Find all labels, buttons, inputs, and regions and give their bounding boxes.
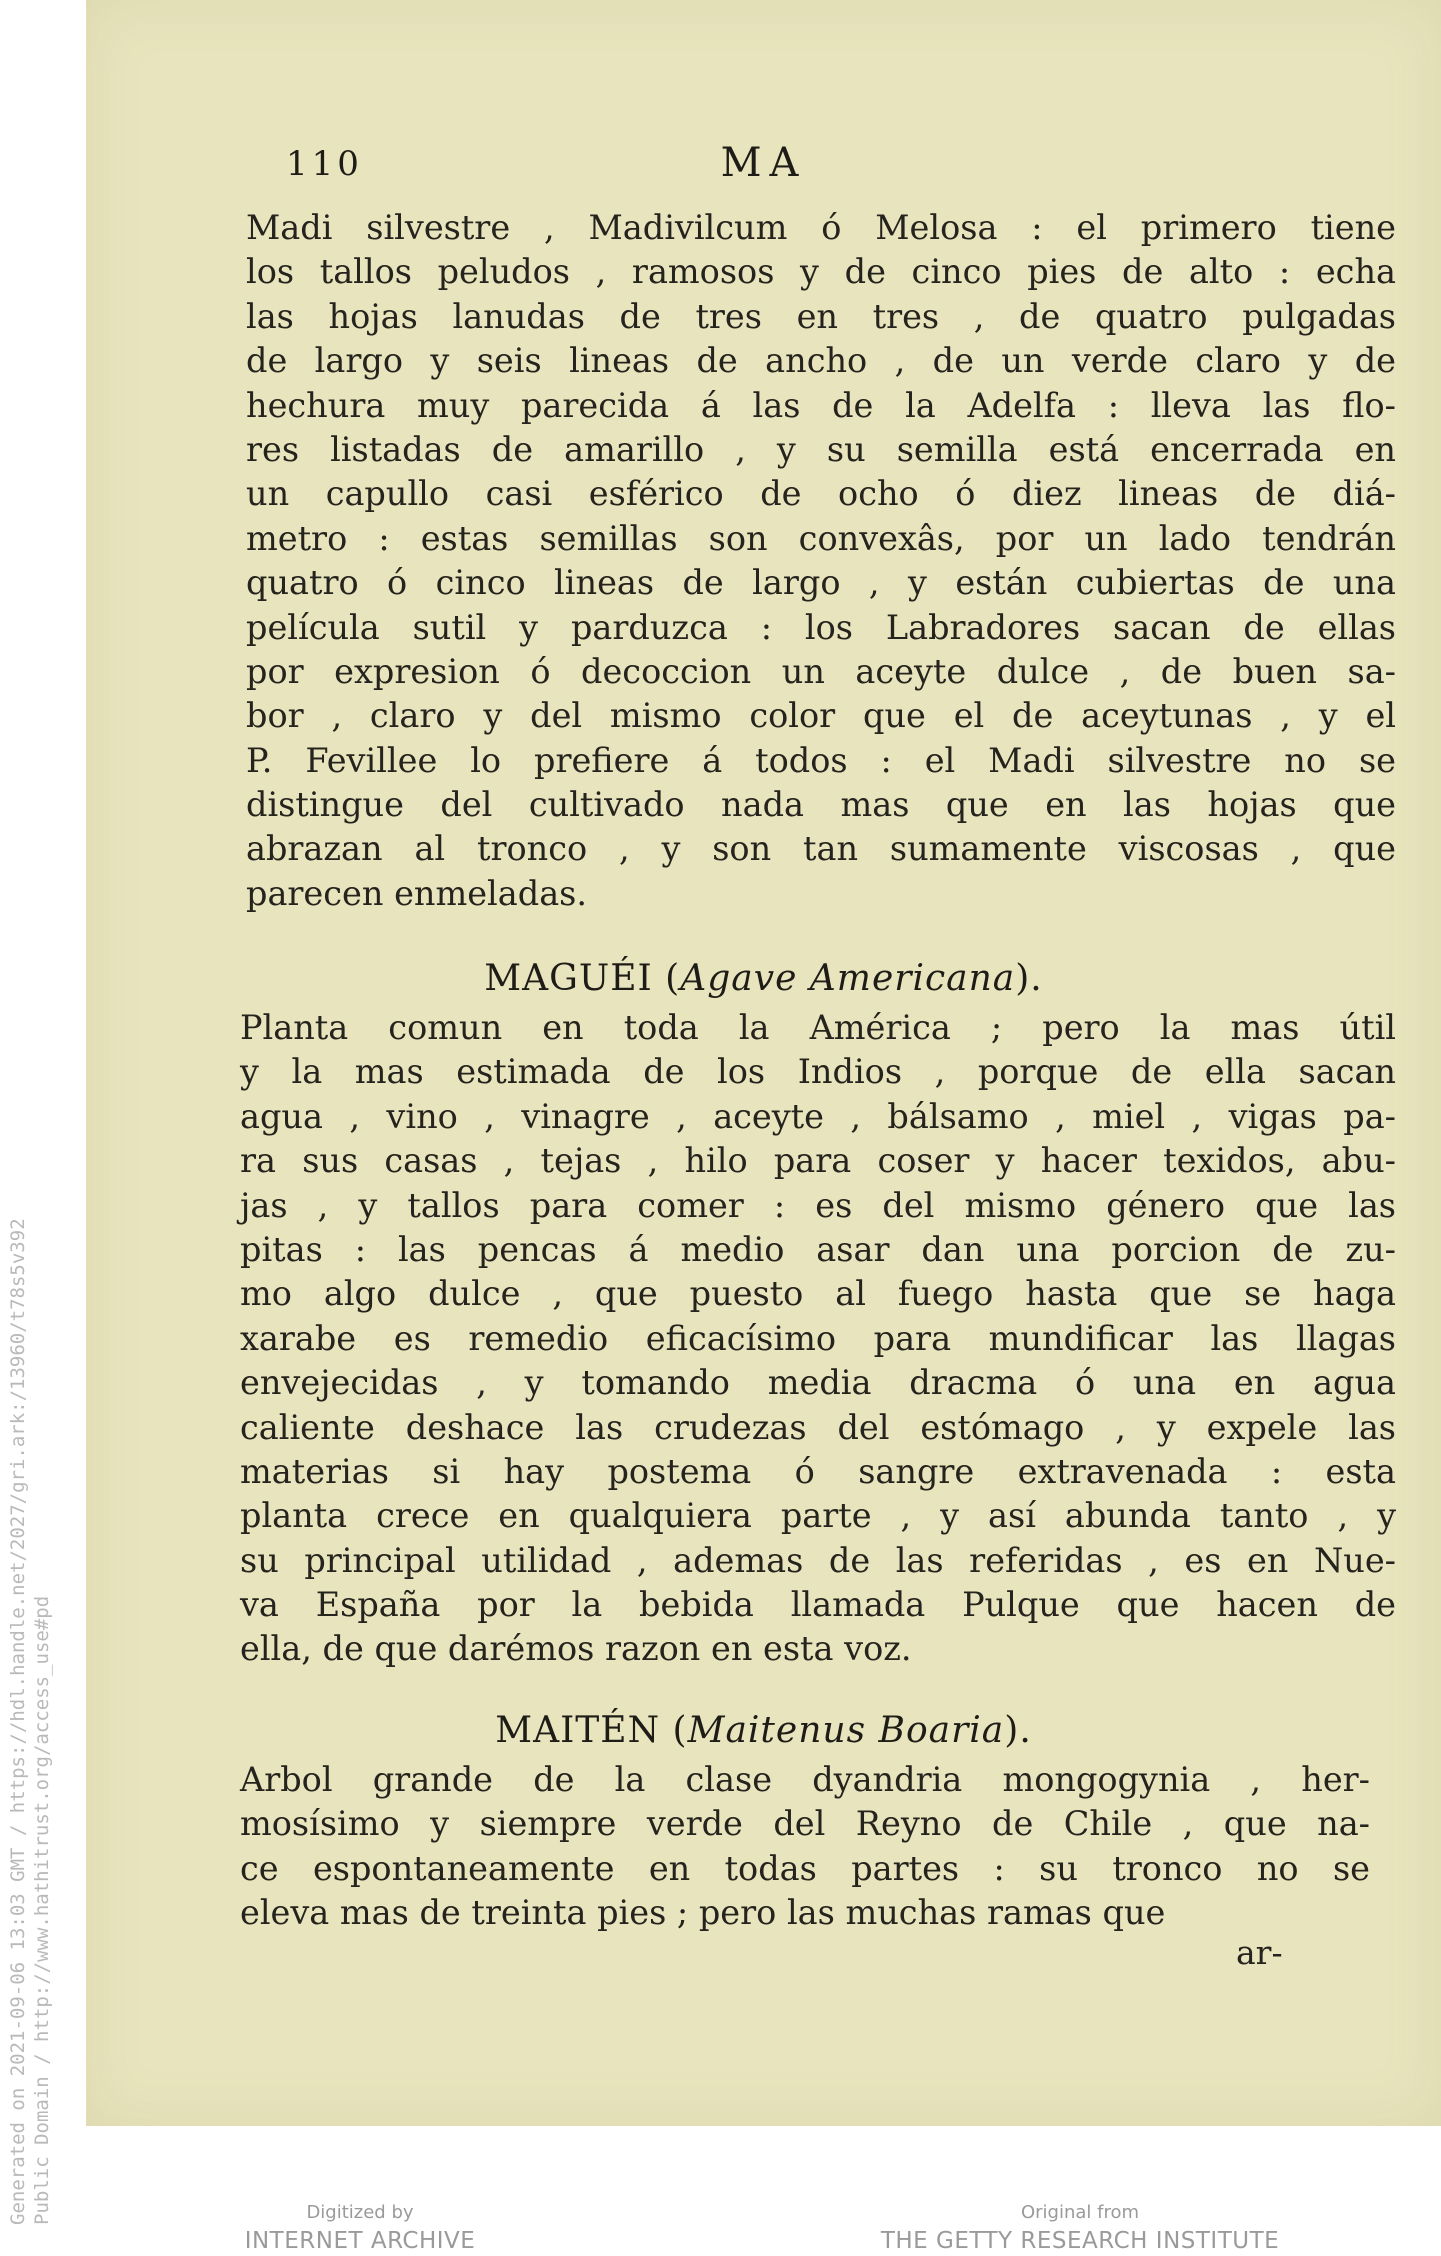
footer-digitized-label: Digitized by xyxy=(306,2202,414,2223)
text-line: por expresion ó decoccion un aceyte dulce , de buen sa- xyxy=(246,651,1396,691)
text-line: P. Fevillee lo prefiere á todos : el Madi silvestre no se xyxy=(246,740,1396,780)
text-line: Planta comun en toda la América ; pero la mas útil xyxy=(240,1008,1396,1047)
entry-maiten-text xyxy=(240,1758,1370,1936)
text-line: mo algo dulce , que puesto al fuego hasta que se haga xyxy=(240,1274,1396,1314)
footer-digitized xyxy=(200,2200,520,2256)
footer-original-label: Original from xyxy=(1020,2202,1140,2223)
text-line: materias si hay postema ó sangre extravenada : esta xyxy=(240,1451,1396,1491)
text-line: xarabe es remedio eficacísimo para mundificar las llagas xyxy=(240,1318,1396,1358)
text-line: ra sus casas , tejas , hilo para coser y hacer texidos, abu- xyxy=(240,1141,1396,1181)
text-line: eleva mas de treinta pies ; pero las muchas ramas que xyxy=(240,1893,1166,1933)
entry-title-maguei: MAGUÉI (Agave Americana). xyxy=(484,958,1043,999)
text-line: película sutil y parduzca : los Labradores sacan de ellas xyxy=(246,607,1396,647)
footer-internet-archive: INTERNET ARCHIVE xyxy=(244,2228,476,2254)
text-line: jas , y tallos para comer : es del mismo género que las xyxy=(240,1185,1396,1225)
running-head: MA xyxy=(720,140,807,186)
text-line: los tallos peludos , ramosos y de cinco pies de alto : echa xyxy=(246,252,1396,292)
entry-title-latin: Maitenus Boaria xyxy=(687,1710,1005,1751)
text-line: envejecidas , y tomando media dracma ó una en agua xyxy=(240,1363,1396,1403)
text-line: un capullo casi esférico de ocho ó diez lineas de diá- xyxy=(246,474,1396,514)
text-line: su principal utilidad , ademas de las referidas , es en Nue- xyxy=(240,1540,1396,1580)
text-line: metro : estas semillas son convexâs, por un lado tendrán xyxy=(246,518,1396,558)
text-line: pitas : las pencas á medio asar dan una porcion de zu- xyxy=(240,1229,1396,1269)
book-page xyxy=(86,0,1441,2126)
entry-title-word: MAGUÉI xyxy=(484,958,653,999)
page-number: 110 xyxy=(286,144,363,184)
footer-original xyxy=(870,2200,1290,2256)
text-line: ce espontaneamente en todas partes : su tronco no se xyxy=(240,1848,1370,1888)
text-line: hechura muy parecida á las de la Adelfa : lleva las flo- xyxy=(246,385,1396,425)
entry-madi-text xyxy=(246,206,1396,916)
text-line: Arbol grande de la clase dyandria mongogynia , her- xyxy=(240,1760,1370,1799)
text-line: caliente deshace las crudezas del estómago , y expele las xyxy=(240,1407,1396,1447)
text-line: planta crece en qualquiera parte , y así abunda tanto , y xyxy=(240,1496,1396,1536)
text-line: ella, de que darémos razon en esta voz. xyxy=(240,1629,912,1669)
entry-title-maiten: MAITÉN (Maitenus Boaria). xyxy=(495,1710,1032,1751)
text-line: distingue del cultivado nada mas que en las hojas que xyxy=(246,785,1396,825)
entry-title-latin: Agave Americana xyxy=(680,958,1016,999)
generated-stamp xyxy=(6,1218,54,2225)
text-line: bor , claro y del mismo color que el de aceytunas , y el xyxy=(246,696,1396,736)
text-line: y la mas estimada de los Indios , porque de ella sacan xyxy=(240,1052,1396,1092)
text-line: abrazan al tronco , y son tan sumamente viscosas , que xyxy=(246,829,1396,869)
text-line: las hojas lanudas de tres en tres , de quatro pulgadas xyxy=(246,296,1396,336)
text-line: parecen enmeladas. xyxy=(246,873,588,913)
entry-maguei-text xyxy=(240,1006,1396,1672)
text-line: va España por la bebida llamada Pulque que hacen de xyxy=(240,1585,1396,1625)
catchword: ar- xyxy=(1236,1933,1283,1972)
text-line: quatro ó cinco lineas de largo , y están cubiertas de una xyxy=(246,563,1396,603)
footer-getty: THE GETTY RESEARCH INSTITUTE xyxy=(880,2228,1280,2254)
entry-title-word: MAITÉN xyxy=(495,1710,661,1751)
text-line: de largo y seis lineas de ancho , de un verde claro y de xyxy=(246,341,1396,381)
text-line: agua , vino , vinagre , aceyte , bálsamo , miel , vigas pa- xyxy=(240,1096,1396,1136)
generated-stamp-line-1: Generated on 2021-09-06 13:03 GMT / https://hdl.handle.net/2027/gri.ark:/13960/t78s5v392 xyxy=(7,1218,29,2225)
text-line: Madi silvestre , Madivilcum ó Melosa : el primero tiene xyxy=(246,208,1396,247)
text-line: mosísimo y siempre verde del Reyno de Chile , que na- xyxy=(240,1804,1370,1844)
text-line: res listadas de amarillo , y su semilla está encerrada en xyxy=(246,429,1396,469)
generated-stamp-line-2: Public Domain / http://www.hathitrust.org/access_use#pd xyxy=(31,1595,53,2225)
